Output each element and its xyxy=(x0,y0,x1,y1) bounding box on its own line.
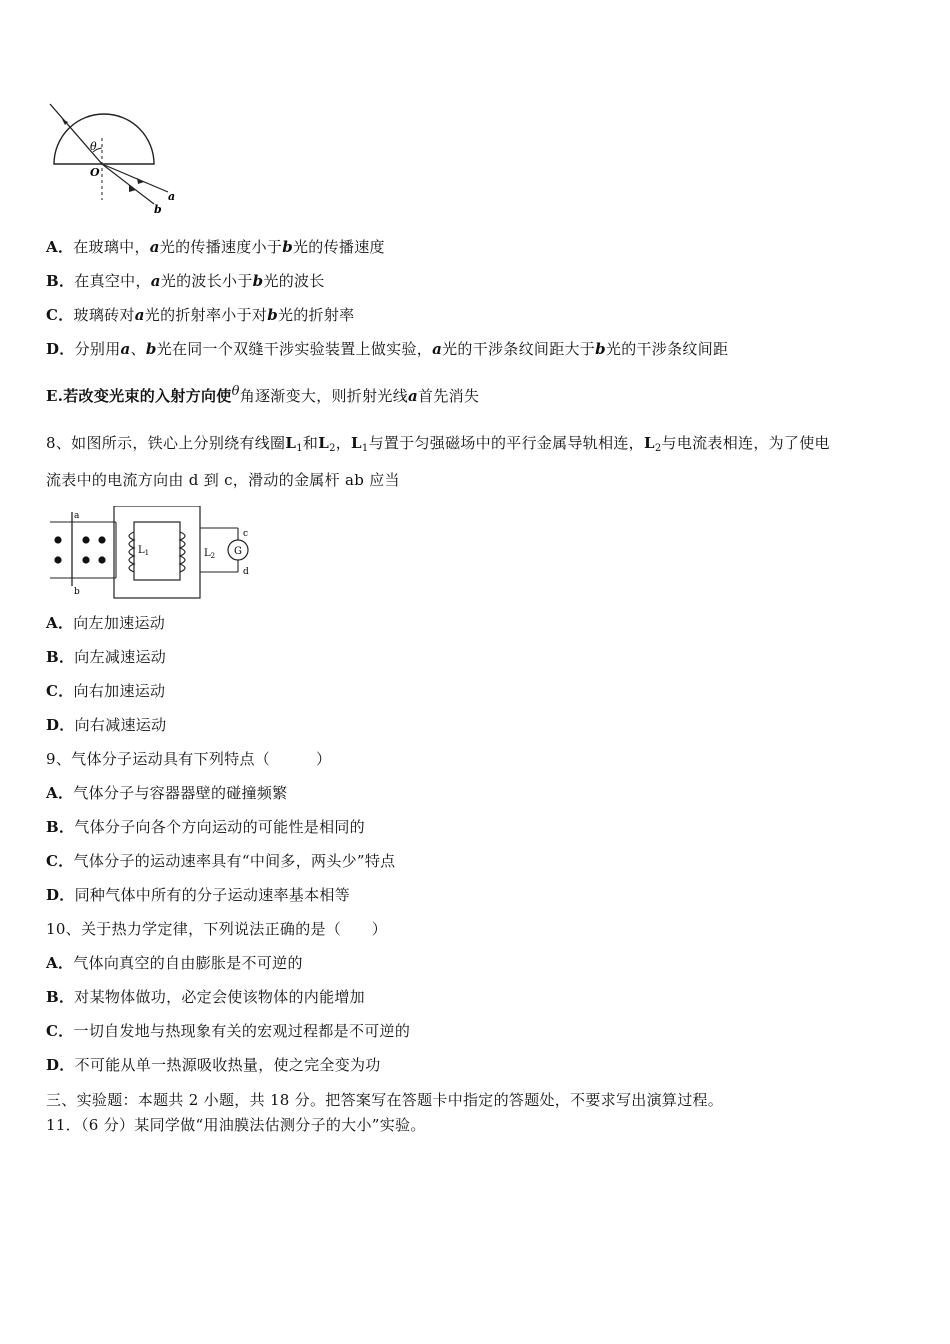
q7-option-e: E.若改变光束的入射方向使θ角逐渐变大，则折射光线a首先消失 xyxy=(46,384,480,405)
q7-option-c: C．玻璃砖对a光的折射率小于对b光的折射率 xyxy=(46,306,355,324)
q9-option-b: B．气体分子向各个方向运动的可能性是相同的 xyxy=(46,818,365,836)
q9-option-c: C．气体分子的运动速率具有“中间多，两头少”特点 xyxy=(46,852,396,870)
iron-core-outer xyxy=(114,506,200,598)
q8-option-a: A．向左加速运动 xyxy=(46,614,166,632)
q11-stem: 11．（6 分）某同学做“用油膜法估测分子的大小”实验。 xyxy=(46,1116,426,1134)
coil-l1 xyxy=(129,532,134,572)
q8-stem-line1: 8、如图所示，铁心上分别绕有线圈$L_1$和$L_2$，$L_1$与置于匀强磁场中的平行金属导轨相连，$L_2$与电流表相连，为了使电 xyxy=(46,434,830,454)
q7-option-a: A．在玻璃中，a光的传播速度小于b光的传播速度 xyxy=(46,238,385,256)
q9-option-a: A．气体分子与容器器壁的碰撞频繁 xyxy=(46,784,288,802)
ray-b-line xyxy=(102,164,154,204)
galvanometer-label: G xyxy=(234,546,242,557)
label-l1: $L_1$ xyxy=(138,545,150,557)
q7-option-b: B．在真空中，a光的波长小于b光的波长 xyxy=(46,272,325,290)
q7-option-d: D．分别用a、b光在同一个双缝干涉实验装置上做实验，a光的干涉条纹间距大于b光的干涉条纹间距 xyxy=(46,340,729,358)
label-b: b xyxy=(74,587,80,597)
field-dot xyxy=(98,536,105,543)
field-dot xyxy=(98,556,105,563)
q8-option-b: B．向左减速运动 xyxy=(46,648,167,666)
field-dot xyxy=(54,536,61,543)
theta-label: θ xyxy=(90,140,97,153)
q9-stem: 9、气体分子运动具有下列特点（ ） xyxy=(46,750,332,768)
ray-a-line xyxy=(102,164,168,192)
field-dot xyxy=(82,556,89,563)
q10-option-d: D．不可能从单一热源吸收热量，使之完全变为功 xyxy=(46,1056,381,1074)
ray-b-arrow-icon xyxy=(129,185,136,192)
q10-option-a: A．气体向真空的自由膨胀是不可逆的 xyxy=(46,954,303,972)
transformer-figure xyxy=(46,506,276,600)
label-l2: $L_2$ xyxy=(204,548,216,560)
ray-a-label: a xyxy=(168,190,176,203)
q8-option-d: D．向右减速运动 xyxy=(46,716,167,734)
origin-label: O xyxy=(90,166,100,179)
incident-ray xyxy=(50,104,102,164)
q10-option-c: C．一切自发地与热现象有关的宏观过程都是不可逆的 xyxy=(46,1022,411,1040)
coil-l2 xyxy=(180,532,185,572)
field-dot xyxy=(82,536,89,543)
label-d: d xyxy=(243,567,249,577)
q10-stem: 10、关于热力学定律，下列说法正确的是（ ） xyxy=(46,920,387,938)
q9-option-d: D．同种气体中所有的分子运动速率基本相等 xyxy=(46,886,351,904)
section-heading: 三、实验题：本题共 2 小题，共 18 分。把答案写在答题卡中指定的答题处，不要求写出演算过程。 xyxy=(46,1091,724,1109)
label-c: c xyxy=(243,529,249,539)
q10-option-b: B．对某物体做功，必定会使该物体的内能增加 xyxy=(46,988,365,1006)
semicircle-glass xyxy=(54,114,154,164)
field-dot xyxy=(54,556,61,563)
ray-b-label: b xyxy=(154,203,162,216)
q8-stem-line2: 流表中的电流方向由 d 到 c，滑动的金属杆 ab 应当 xyxy=(46,471,400,489)
q8-option-c: C．向右加速运动 xyxy=(46,682,166,700)
refraction-figure xyxy=(40,100,180,218)
label-a: a xyxy=(74,511,80,521)
